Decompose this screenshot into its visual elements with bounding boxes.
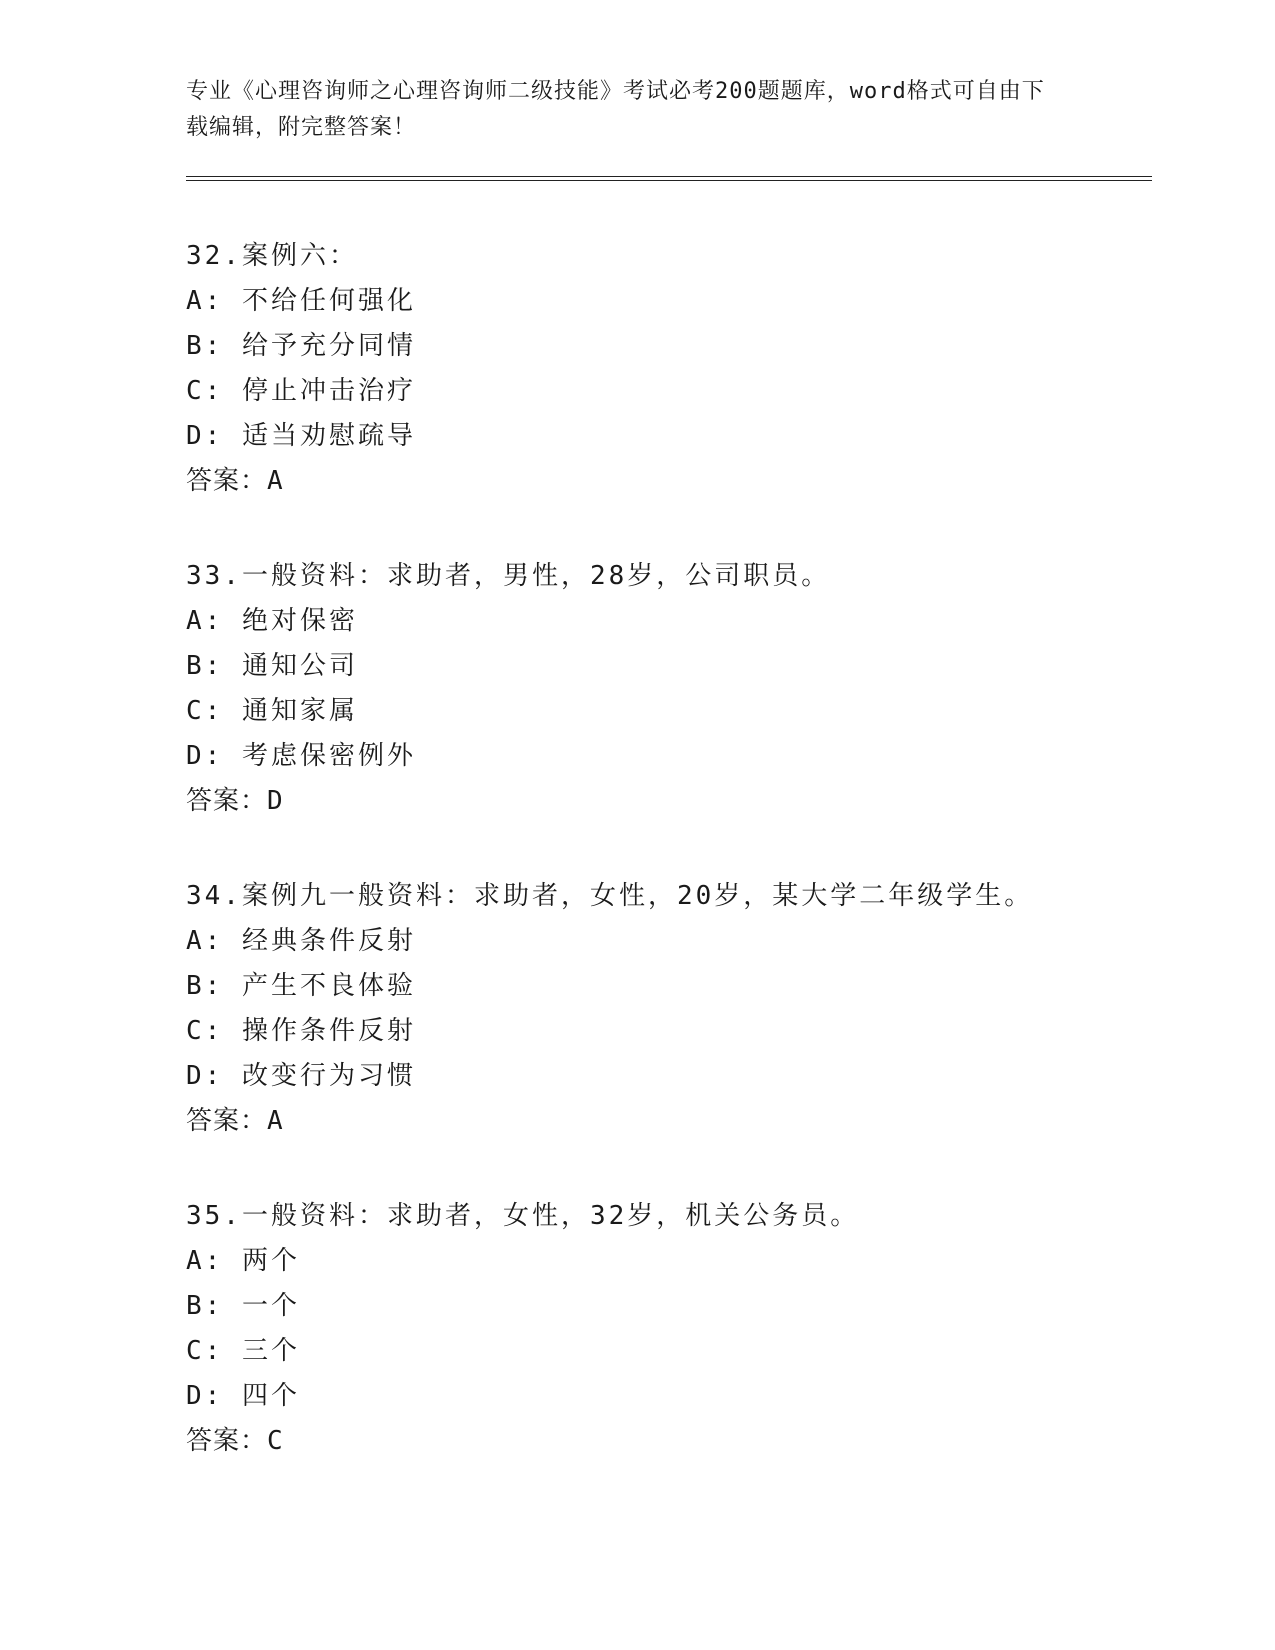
option-c: C: 三个 <box>186 1336 300 1366</box>
option-d: D: 四个 <box>186 1381 300 1411</box>
question-stem: 32.案例六： <box>186 241 358 271</box>
option-b: B: 通知公司 <box>186 651 358 681</box>
option-b: B: 一个 <box>186 1291 300 1321</box>
option-b: B: 产生不良体验 <box>186 971 416 1001</box>
question-stem: 33.一般资料：求助者，男性，28岁，公司职员。 <box>186 561 831 591</box>
option-d: D: 适当劝慰疏导 <box>186 421 416 451</box>
option-d: D: 改变行为习惯 <box>186 1061 416 1091</box>
question-stem: 35.一般资料：求助者，女性，32岁，机关公务员。 <box>186 1201 860 1231</box>
answer-line: 答案：A <box>186 1106 284 1136</box>
option-a: A: 绝对保密 <box>186 606 358 636</box>
option-c: C: 通知家属 <box>186 696 358 726</box>
option-c: C: 操作条件反射 <box>186 1016 416 1046</box>
question-stem: 34.案例九一般资料：求助者，女性，20岁，某大学二年级学生。 <box>186 881 1034 911</box>
question-32 <box>186 234 1152 554</box>
option-d: D: 考虑保密例外 <box>186 741 416 771</box>
answer-line: 答案：C <box>186 1426 284 1456</box>
question-35 <box>186 1194 1152 1514</box>
option-a: A: 两个 <box>186 1246 300 1276</box>
question-34 <box>186 874 1152 1194</box>
header-divider <box>186 176 1152 181</box>
option-a: A: 经典条件反射 <box>186 926 416 956</box>
option-b: B: 给予充分同情 <box>186 331 416 361</box>
option-a: A: 不给任何强化 <box>186 286 416 316</box>
document-header: 专业《心理咨询师之心理咨询师二级技能》考试必考200题题库，word格式可自由下载编辑，附完整答案！ <box>186 79 1045 140</box>
question-33 <box>186 554 1152 874</box>
option-c: C: 停止冲击治疗 <box>186 376 416 406</box>
answer-line: 答案：A <box>186 466 284 496</box>
question-list <box>186 234 1152 1514</box>
answer-line: 答案：D <box>186 786 284 816</box>
